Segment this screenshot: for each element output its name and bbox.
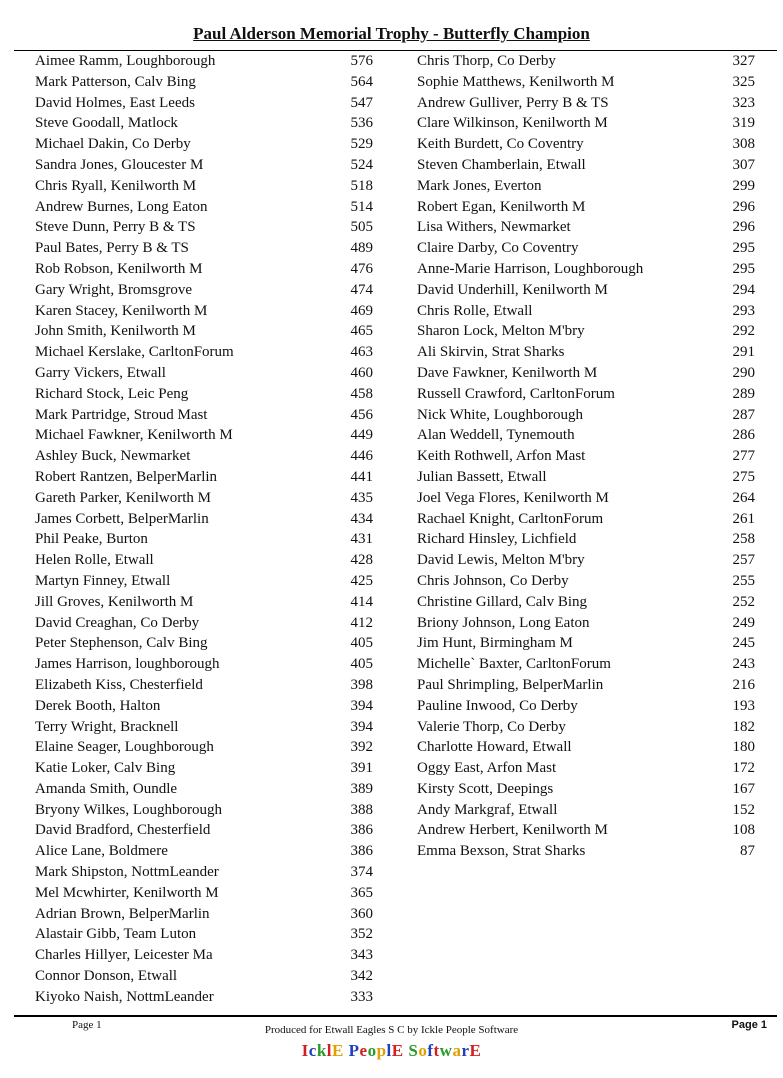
points-score: 576 xyxy=(350,53,373,69)
swimmer-name-club: Amanda Smith, Oundle xyxy=(35,780,178,797)
points-score: 564 xyxy=(350,73,373,90)
swimmer-name-club: Chris Johnson, Co Derby xyxy=(417,572,569,589)
result-row xyxy=(35,862,373,883)
points-score: 180 xyxy=(732,739,755,756)
points-score: 295 xyxy=(732,240,755,257)
result-row xyxy=(417,737,755,758)
points-score: 287 xyxy=(732,406,755,423)
points-score: 465 xyxy=(350,323,373,340)
swimmer-name-club: James Harrison, loughborough xyxy=(35,656,220,673)
points-score: 299 xyxy=(732,177,755,194)
swimmer-name-club: Richard Stock, Leic Peng xyxy=(35,385,189,402)
logo-letter: k xyxy=(316,1041,327,1060)
swimmer-name-club: Andy Markgraf, Etwall xyxy=(417,801,558,818)
result-row xyxy=(35,904,373,925)
result-row xyxy=(35,134,373,155)
swimmer-name-club: Charles Hillyer, Leicester Ma xyxy=(35,947,213,964)
result-row xyxy=(35,363,373,384)
result-row xyxy=(35,737,373,758)
swimmer-name-club: David Holmes, East Leeds xyxy=(35,94,195,111)
result-row xyxy=(417,529,755,550)
result-row xyxy=(417,301,755,322)
points-score: 518 xyxy=(350,177,373,194)
result-row xyxy=(35,238,373,259)
swimmer-name-club: James Corbett, BelperMarlin xyxy=(35,510,209,527)
points-score: 446 xyxy=(350,448,373,465)
result-row xyxy=(35,425,373,446)
points-score: 327 xyxy=(732,53,755,69)
result-row xyxy=(35,633,373,654)
result-row xyxy=(35,966,373,987)
swimmer-name-club: Valerie Thorp, Co Derby xyxy=(417,718,566,735)
points-score: 365 xyxy=(350,884,373,901)
points-score: 245 xyxy=(732,635,755,652)
swimmer-name-club: Helen Rolle, Etwall xyxy=(35,552,154,569)
points-score: 264 xyxy=(732,489,755,506)
swimmer-name-club: Anne-Marie Harrison, Loughborough xyxy=(417,260,644,277)
swimmer-name-club: Phil Peake, Burton xyxy=(35,531,148,548)
swimmer-name-club: Garry Vickers, Etwall xyxy=(35,364,166,381)
swimmer-name-club: Michael Fawkner, Kenilworth M xyxy=(35,427,233,444)
swimmer-name-club: Paul Shrimpling, BelperMarlin xyxy=(417,676,604,693)
points-score: 261 xyxy=(732,510,755,527)
swimmer-name-club: Emma Bexson, Strat Sharks xyxy=(417,843,586,860)
result-row xyxy=(35,820,373,841)
points-score: 255 xyxy=(732,572,755,589)
points-score: 391 xyxy=(350,760,373,777)
logo-letter: E xyxy=(469,1041,482,1060)
result-row xyxy=(35,446,373,467)
result-row xyxy=(35,717,373,738)
result-row xyxy=(417,425,755,446)
points-score: 333 xyxy=(350,988,373,1005)
points-score: 505 xyxy=(350,219,373,236)
swimmer-name-club: Mark Patterson, Calv Bing xyxy=(35,73,196,90)
swimmer-name-club: Dave Fawkner, Kenilworth M xyxy=(417,364,598,381)
result-row xyxy=(417,155,755,176)
points-score: 394 xyxy=(350,718,373,735)
result-row xyxy=(35,592,373,613)
points-score: 474 xyxy=(350,281,373,298)
logo-letter: o xyxy=(367,1041,377,1060)
points-score: 182 xyxy=(732,718,755,735)
points-score: 172 xyxy=(732,760,755,777)
swimmer-name-club: Charlotte Howard, Etwall xyxy=(417,739,572,756)
swimmer-name-club: Gareth Parker, Kenilworth M xyxy=(35,489,212,506)
swimmer-name-club: Kirsty Scott, Deepings xyxy=(417,780,554,797)
result-row xyxy=(417,800,755,821)
result-row xyxy=(417,592,755,613)
result-row xyxy=(417,446,755,467)
swimmer-name-club: Claire Darby, Co Coventry xyxy=(417,240,579,257)
points-score: 392 xyxy=(350,739,373,756)
points-score: 389 xyxy=(350,780,373,797)
result-row xyxy=(35,613,373,634)
points-score: 292 xyxy=(732,323,755,340)
points-score: 398 xyxy=(350,676,373,693)
points-score: 294 xyxy=(732,281,755,298)
points-score: 308 xyxy=(732,136,755,153)
swimmer-name-club: Paul Bates, Perry B & TS xyxy=(35,240,189,257)
swimmer-name-club: Robert Egan, Kenilworth M xyxy=(417,198,586,215)
result-row xyxy=(417,717,755,738)
swimmer-name-club: Mark Jones, Everton xyxy=(417,177,542,194)
logo-letter: f xyxy=(427,1041,434,1060)
result-row xyxy=(417,841,755,862)
swimmer-name-club: Andrew Gulliver, Perry B & TS xyxy=(417,94,609,111)
logo-letter: o xyxy=(418,1041,428,1060)
result-row xyxy=(35,384,373,405)
result-row xyxy=(417,238,755,259)
swimmer-name-club: Chris Rolle, Etwall xyxy=(417,302,533,319)
result-row xyxy=(417,820,755,841)
points-score: 360 xyxy=(350,905,373,922)
result-row xyxy=(417,613,755,634)
points-score: 257 xyxy=(732,552,755,569)
points-score: 547 xyxy=(350,94,373,111)
swimmer-name-club: Adrian Brown, BelperMarlin xyxy=(35,905,210,922)
swimmer-name-club: Sandra Jones, Gloucester M xyxy=(35,156,204,173)
swimmer-name-club: Russell Crawford, CarltonForum xyxy=(417,385,615,402)
points-score: 243 xyxy=(732,656,755,673)
logo-letter: p xyxy=(376,1041,387,1060)
swimmer-name-club: Jill Groves, Kenilworth M xyxy=(35,593,194,610)
points-score: 434 xyxy=(350,510,373,527)
points-score: 296 xyxy=(732,219,755,236)
swimmer-name-club: Katie Loker, Calv Bing xyxy=(35,760,176,777)
result-row xyxy=(35,176,373,197)
result-row xyxy=(417,93,755,114)
logo-letter: l xyxy=(326,1041,333,1060)
logo-letter: r xyxy=(461,1041,470,1060)
points-score: 394 xyxy=(350,697,373,714)
points-score: 388 xyxy=(350,801,373,818)
result-row xyxy=(417,467,755,488)
points-score: 289 xyxy=(732,385,755,402)
result-row xyxy=(35,342,373,363)
page-number-right: Page 1 xyxy=(731,1019,767,1031)
points-score: 325 xyxy=(732,73,755,90)
logo-letter: E xyxy=(332,1041,344,1060)
logo-letter: E xyxy=(391,1041,404,1060)
points-score: 295 xyxy=(732,260,755,277)
result-row xyxy=(417,72,755,93)
result-row xyxy=(417,633,755,654)
result-row xyxy=(35,696,373,717)
page-number-left: Page 1 xyxy=(72,1019,102,1031)
logo-letter: P xyxy=(348,1041,360,1060)
logo-letter: t xyxy=(433,1041,440,1060)
points-score: 514 xyxy=(350,198,373,215)
points-score: 193 xyxy=(732,697,755,714)
result-row xyxy=(417,197,755,218)
result-row xyxy=(35,509,373,530)
logo-letter: S xyxy=(408,1041,419,1060)
result-row xyxy=(417,384,755,405)
points-score: 374 xyxy=(350,864,373,881)
swimmer-name-club: John Smith, Kenilworth M xyxy=(35,323,196,340)
swimmer-name-club: Connor Donson, Etwall xyxy=(35,968,178,985)
result-row xyxy=(35,529,373,550)
points-score: 277 xyxy=(732,448,755,465)
swimmer-name-club: Terry Wright, Bracknell xyxy=(35,718,179,735)
points-score: 456 xyxy=(350,406,373,423)
result-row xyxy=(35,841,373,862)
result-row xyxy=(417,259,755,280)
points-score: 431 xyxy=(350,531,373,548)
result-row xyxy=(417,217,755,238)
result-row xyxy=(35,488,373,509)
result-row xyxy=(35,467,373,488)
points-score: 405 xyxy=(350,656,373,673)
points-score: 152 xyxy=(732,801,755,818)
swimmer-name-club: Alastair Gibb, Team Luton xyxy=(35,926,197,943)
results-column-right xyxy=(417,51,755,862)
result-row xyxy=(35,571,373,592)
result-row xyxy=(417,488,755,509)
points-score: 108 xyxy=(732,822,755,839)
result-row xyxy=(417,280,755,301)
points-score: 323 xyxy=(732,94,755,111)
result-row xyxy=(35,987,373,1008)
produced-by-note: Produced for Etwall Eagles S C by Ickle People Software xyxy=(264,1024,519,1036)
swimmer-name-club: Sophie Matthews, Kenilworth M xyxy=(417,73,615,90)
points-score: 428 xyxy=(350,552,373,569)
result-row xyxy=(417,176,755,197)
results-column-left xyxy=(35,51,373,1008)
points-score: 352 xyxy=(350,926,373,943)
points-score: 296 xyxy=(732,198,755,215)
result-row xyxy=(35,51,373,72)
logo-letter: w xyxy=(439,1041,453,1060)
swimmer-name-club: Michelle` Baxter, CarltonForum xyxy=(417,656,611,673)
points-score: 258 xyxy=(732,531,755,548)
swimmer-name-club: David Underhill, Kenilworth M xyxy=(417,281,608,298)
points-score: 463 xyxy=(350,344,373,361)
result-row xyxy=(35,321,373,342)
points-score: 425 xyxy=(350,572,373,589)
swimmer-name-club: Jim Hunt, Birmingham M xyxy=(417,635,573,652)
swimmer-name-club: Nick White, Loughborough xyxy=(417,406,583,423)
swimmer-name-club: Julian Bassett, Etwall xyxy=(417,468,547,485)
points-score: 386 xyxy=(350,822,373,839)
result-row xyxy=(417,675,755,696)
result-row xyxy=(417,321,755,342)
swimmer-name-club: Keith Rothwell, Arfon Mast xyxy=(417,448,586,465)
swimmer-name-club: Sharon Lock, Melton M'bry xyxy=(417,323,585,340)
points-score: 386 xyxy=(350,843,373,860)
swimmer-name-club: Ali Skirvin, Strat Sharks xyxy=(417,344,565,361)
result-row xyxy=(35,924,373,945)
result-row xyxy=(35,800,373,821)
points-score: 412 xyxy=(350,614,373,631)
swimmer-name-club: Richard Hinsley, Lichfield xyxy=(417,531,577,548)
swimmer-name-club: Ashley Buck, Newmarket xyxy=(35,448,191,465)
swimmer-name-club: Michael Dakin, Co Derby xyxy=(35,136,191,153)
points-score: 249 xyxy=(732,614,755,631)
swimmer-name-club: Elaine Seager, Loughborough xyxy=(35,739,214,756)
swimmer-name-club: Rachael Knight, CarltonForum xyxy=(417,510,604,527)
page-title: Paul Alderson Memorial Trophy - Butterfly Champion xyxy=(193,24,590,43)
result-row xyxy=(35,405,373,426)
result-row xyxy=(417,779,755,800)
points-score: 435 xyxy=(350,489,373,506)
swimmer-name-club: Joel Vega Flores, Kenilworth M xyxy=(417,489,609,506)
result-row xyxy=(35,758,373,779)
footer-divider xyxy=(14,1015,777,1017)
ickle-people-software-logo xyxy=(0,1041,783,1061)
result-row xyxy=(417,405,755,426)
logo-letter: a xyxy=(452,1041,462,1060)
swimmer-name-club: Keith Burdett, Co Coventry xyxy=(417,136,584,153)
result-row xyxy=(417,550,755,571)
points-score: 293 xyxy=(732,302,755,319)
result-row xyxy=(417,654,755,675)
result-row xyxy=(417,696,755,717)
result-row xyxy=(35,883,373,904)
points-score: 524 xyxy=(350,156,373,173)
swimmer-name-club: Mel Mcwhirter, Kenilworth M xyxy=(35,884,219,901)
points-score: 458 xyxy=(350,385,373,402)
swimmer-name-club: David Creaghan, Co Derby xyxy=(35,614,200,631)
swimmer-name-club: Pauline Inwood, Co Derby xyxy=(417,697,578,714)
points-score: 441 xyxy=(350,468,373,485)
swimmer-name-club: Briony Johnson, Long Eaton xyxy=(417,614,590,631)
points-score: 216 xyxy=(732,676,755,693)
result-row xyxy=(417,509,755,530)
result-row xyxy=(35,72,373,93)
result-row xyxy=(35,93,373,114)
result-row xyxy=(417,758,755,779)
points-score: 252 xyxy=(732,593,755,610)
swimmer-name-club: Mark Shipston, NottmLeander xyxy=(35,864,219,881)
points-score: 449 xyxy=(350,427,373,444)
swimmer-name-club: Andrew Herbert, Kenilworth M xyxy=(417,822,608,839)
swimmer-name-club: Peter Stephenson, Calv Bing xyxy=(35,635,208,652)
result-row xyxy=(35,217,373,238)
result-row xyxy=(35,280,373,301)
swimmer-name-club: Michael Kerslake, CarltonForum xyxy=(35,344,234,361)
swimmer-name-club: Christine Gillard, Calv Bing xyxy=(417,593,587,610)
result-row xyxy=(35,113,373,134)
swimmer-name-club: Steve Dunn, Perry B & TS xyxy=(35,219,196,236)
swimmer-name-club: Derek Booth, Halton xyxy=(35,697,161,714)
swimmer-name-club: Clare Wilkinson, Kenilworth M xyxy=(417,115,608,132)
logo-letter: c xyxy=(308,1041,317,1060)
swimmer-name-club: Alan Weddell, Tynemouth xyxy=(417,427,575,444)
swimmer-name-club: Aimee Ramm, Loughborough xyxy=(35,53,216,69)
result-row xyxy=(35,945,373,966)
points-score: 342 xyxy=(350,968,373,985)
points-score: 536 xyxy=(350,115,373,132)
points-score: 469 xyxy=(350,302,373,319)
swimmer-name-club: David Lewis, Melton M'bry xyxy=(417,552,585,569)
points-score: 275 xyxy=(732,468,755,485)
swimmer-name-club: Lisa Withers, Newmarket xyxy=(417,219,571,236)
swimmer-name-club: Robert Rantzen, BelperMarlin xyxy=(35,468,218,485)
points-score: 291 xyxy=(732,344,755,361)
points-score: 476 xyxy=(350,260,373,277)
result-row xyxy=(417,363,755,384)
result-row xyxy=(35,259,373,280)
result-row xyxy=(417,51,755,72)
points-score: 460 xyxy=(350,364,373,381)
swimmer-name-club: Martyn Finney, Etwall xyxy=(35,572,171,589)
swimmer-name-club: Chris Ryall, Kenilworth M xyxy=(35,177,197,194)
logo-letter: l xyxy=(386,1041,392,1060)
points-score: 87 xyxy=(740,843,755,860)
result-row xyxy=(417,571,755,592)
result-row xyxy=(417,113,755,134)
points-score: 414 xyxy=(350,593,373,610)
swimmer-name-club: Chris Thorp, Co Derby xyxy=(417,53,556,69)
swimmer-name-club: Steven Chamberlain, Etwall xyxy=(417,156,586,173)
swimmer-name-club: Gary Wright, Bromsgrove xyxy=(35,281,193,298)
logo-letter: e xyxy=(359,1041,368,1060)
result-row xyxy=(35,197,373,218)
result-row xyxy=(35,654,373,675)
result-row xyxy=(35,155,373,176)
swimmer-name-club: Bryony Wilkes, Loughborough xyxy=(35,801,223,818)
result-row xyxy=(417,134,755,155)
swimmer-name-club: Elizabeth Kiss, Chesterfield xyxy=(35,676,203,693)
swimmer-name-club: Andrew Burnes, Long Eaton xyxy=(35,198,208,215)
swimmer-name-club: Mark Partridge, Stroud Mast xyxy=(35,406,208,423)
points-score: 167 xyxy=(732,780,755,797)
swimmer-name-club: David Bradford, Chesterfield xyxy=(35,822,211,839)
logo-letter: I xyxy=(301,1041,309,1060)
swimmer-name-club: Alice Lane, Boldmere xyxy=(35,843,168,860)
swimmer-name-club: Steve Goodall, Matlock xyxy=(35,115,178,132)
points-score: 319 xyxy=(732,115,755,132)
points-score: 529 xyxy=(350,136,373,153)
result-row xyxy=(35,675,373,696)
points-score: 286 xyxy=(732,427,755,444)
points-score: 489 xyxy=(350,240,373,257)
points-score: 405 xyxy=(350,635,373,652)
result-row xyxy=(35,301,373,322)
result-row xyxy=(35,779,373,800)
result-row xyxy=(417,342,755,363)
swimmer-name-club: Kiyoko Naish, NottmLeander xyxy=(35,988,214,1005)
points-score: 343 xyxy=(350,947,373,964)
swimmer-name-club: Rob Robson, Kenilworth M xyxy=(35,260,203,277)
swimmer-name-club: Oggy East, Arfon Mast xyxy=(417,760,557,777)
result-row xyxy=(35,550,373,571)
points-score: 290 xyxy=(732,364,755,381)
points-score: 307 xyxy=(732,156,755,173)
swimmer-name-club: Karen Stacey, Kenilworth M xyxy=(35,302,208,319)
